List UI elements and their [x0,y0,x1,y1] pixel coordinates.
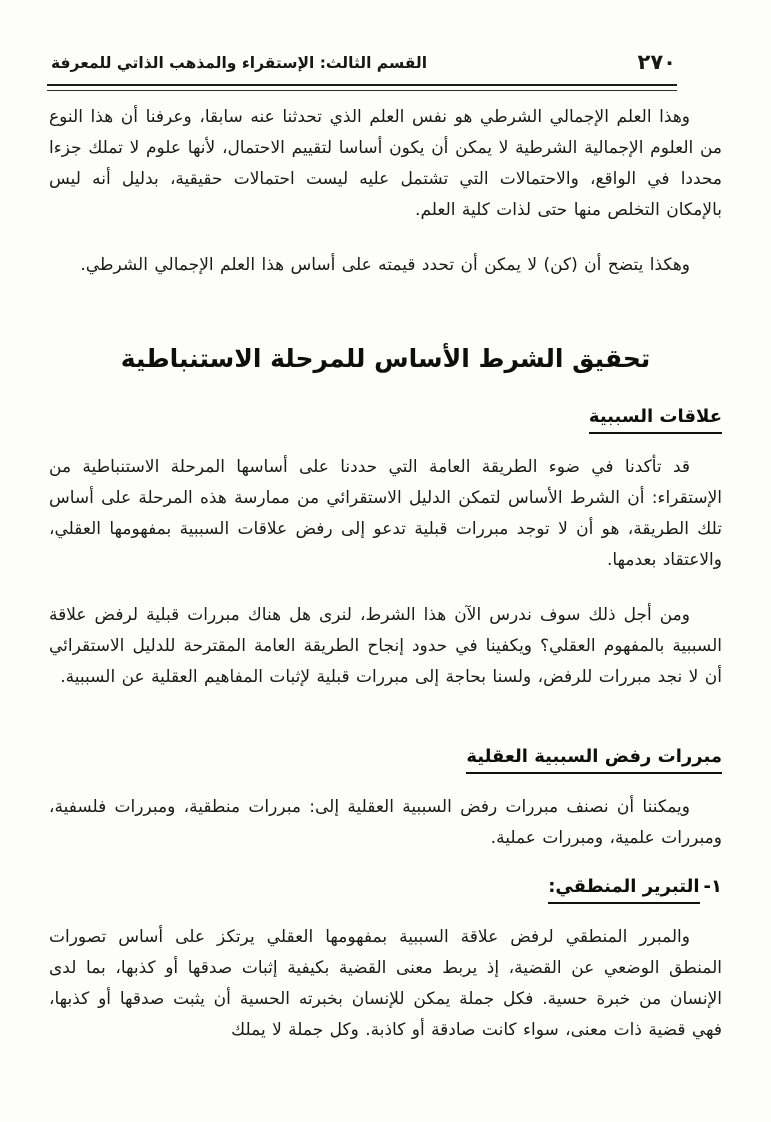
heading-logical-justification [49,876,722,904]
paragraph-basic-condition: قد تأكدنا في ضوء الطريقة العامة التي حددنا على أساسها المرحلة الاستنباطية من الإستقراء: أن الشرط الأساس لتمكن الدليل الاستقرائي من ممارسة هذه المرحلة على أساس تلك الطريقة، هو أن لا توجد مبررات قبلية تدعو إلى رفض علاقات السببية بمفهومها العقلي، والاعتقاد بعدمها. [49,457,722,570]
page-header [47,50,724,82]
subheading-causality-label: علاقات السببية [589,406,722,434]
heading-logical-justification-label: التبرير المنطقي: [548,876,699,904]
paragraph-conditional-knowledge: وهذا العلم الإجمالي الشرطي هو نفس العلم الذي تحدثنا عنه سابقا، وعرفنا أن هذا النوع من العلوم الإجمالية الشرطية لا يمكن أن يكون أساسا لتقييم الاحتمال، لأنها علوم لا تملك جزءا محددا في الواقع، والاحتمالات التي تشتمل عليه ليست احتمالات حقيقية، بدليل أنه ليس بالإمكان التخلص منها حتى لذات كلية العلم. [49,107,722,220]
paragraph-logical-justification-body: والمبرر المنطقي لرفض علاقة السببية بمفهومها العقلي يرتكز على أساس تصورات المنطق الوضعي عن القضية، إذ يربط معنى القضية بكيفية إثبات صدقها أو كذبها، بما لدى الإنسان من خبرة حسية. فكل جملة يمكن للإنسان بخبرته الحسية أن يثبت صدقها أو كذبها، فهي قضية ذات معنى، سواء كانت صادقة أو كاذبة. وكل جملة لا يملك [49,927,722,1040]
subheading-rejection-label: مبررات رفض السببية العقلية [466,746,722,774]
header-divider-rule [47,84,677,91]
paragraph-study-condition: ومن أجل ذلك سوف ندرس الآن هذا الشرط، لنرى هل هناك مبررات قبلية لرفض علاقة السببية بالمفهوم العقلي؟ ويكفينا في حدود إنجاح الطريقة العامة المقترحة للدليل الاستقرائي أن لا نجد مبررات للرفض، ولسنا بحاجة إلى مبررات قبلية لإثبات المفاهيم العقلية عن السببية. [49,605,722,687]
paragraph-classification: ويمكننا أن نصنف مبررات رفض السببية العقلية إلى: مبررات منطقية، ومبررات فلسفية، ومبررات علمية، ومبررات عملية. [49,797,722,848]
running-section-title: القسم الثالث: الإستقراء والمذهب الذاتي للمعرفة [51,54,428,72]
section-main-heading: تحقيق الشرط الأساس للمرحلة الاستنباطية [120,344,651,373]
subheading-rejection-justifications [49,746,722,774]
paragraph-conclusion-kn: وهكذا يتضح أن (كن) لا يمكن أن تحدد قيمته على أساس هذا العلم الإجمالي الشرطي. [80,255,690,275]
heading-number: ١- [703,876,722,897]
subheading-causality-relations [49,406,722,434]
page-number: ٢٧٠ [637,50,676,74]
